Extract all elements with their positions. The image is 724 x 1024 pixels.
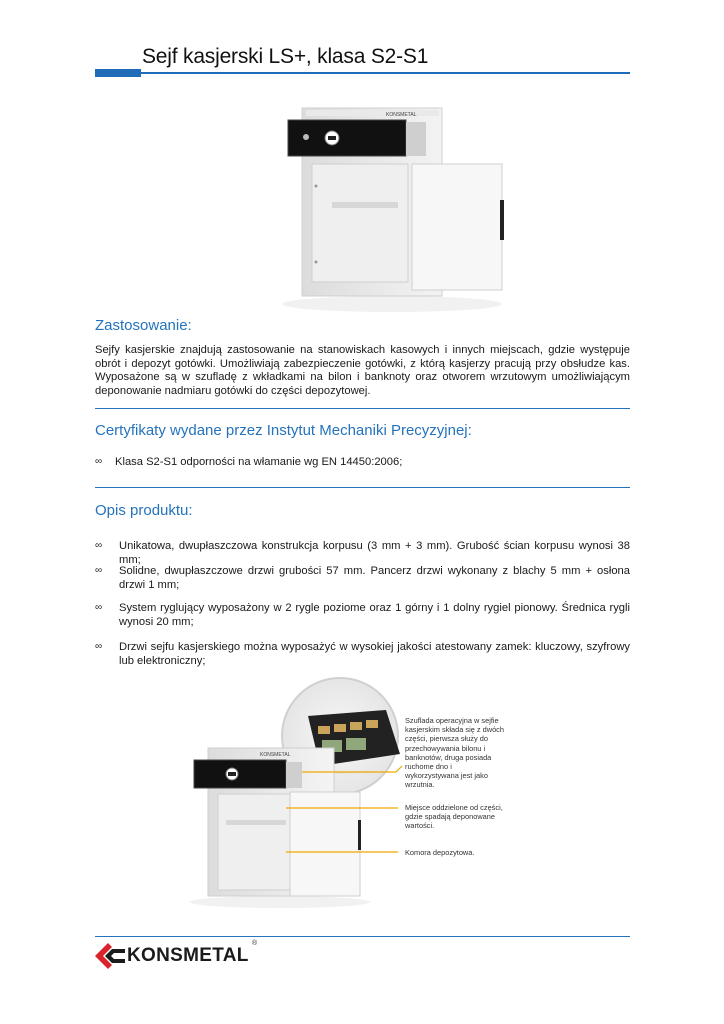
certs-heading: Certyfikaty wydane przez Instytut Mechaniki Precyzyjnej: <box>95 422 472 439</box>
infinity-bullet-icon: ∞ <box>95 602 102 613</box>
callout-drawer: Szuflada operacyjna w sejfie kasjerskim składa się z dwóch części, pierwsza służy do przechowywania bilonu i banknotów, druga posiada ruchome dno i wykorzystywana jest jako wrzutnia. <box>405 716 504 790</box>
safe-badge: KONSMETAL <box>386 112 417 118</box>
section-divider <box>95 487 630 488</box>
page-title: Sejf kasjerski LS+, klasa S2-S1 <box>142 45 429 68</box>
infinity-bullet-icon: ∞ <box>95 456 102 467</box>
title-accent-block <box>95 69 141 77</box>
title-rule <box>95 72 630 74</box>
registered-mark: ® <box>252 940 258 947</box>
safe-product-image <box>282 104 514 316</box>
infinity-bullet-icon: ∞ <box>95 641 102 652</box>
footer-rule <box>95 936 630 937</box>
konsmetal-logo-text: KONSMETAL <box>127 945 249 966</box>
cert-item-text: Klasa S2-S1 odporności na włamanie wg EN 14450:2006; <box>115 456 403 468</box>
usage-heading: Zastosowanie: <box>95 317 192 334</box>
safe-badge: KONSMETAL <box>260 752 291 758</box>
desc-item-text: Unikatowa, dwupłaszczowa konstrukcja korpusu (3 mm + 3 mm). Grubość ścian korpusu wynosi 38 mm; <box>119 540 630 566</box>
usage-text: Sejfy kasjerskie znajdują zastosowanie na stanowiskach kasowych i innych miejscach, gdzie występuje obrót i depozyt gotówki. Umożliwiają zabezpieczenie gotówki, z którą kasjerzy pracują przy obsłudze kas. Wyposażone są w szufladę z wkładkami na bilon i banknoty oraz otworem wrzutowym umożliwiającym deponowanie nadmiaru gotówki do części depozytowej. <box>95 344 630 397</box>
section-divider <box>95 408 630 409</box>
desc-item-text: System ryglujący wyposażony w 2 rygle poziome oraz 1 górny i 1 dolny rygiel pionowy. Średnica rygli wynosi 20 mm; <box>119 602 630 628</box>
desc-item-text: Solidne, dwupłaszczowe drzwi grubości 57 mm. Pancerz drzwi wykonany z blachy 5 mm + osłona drzwi 1 mm; <box>119 565 630 591</box>
desc-item-text: Drzwi sejfu kasjerskiego można wyposażyć w wysokiej jakości atestowany zamek: kluczowy, szyfrowy lub elektroniczny; <box>119 641 630 667</box>
callout-deposit-chamber: Komora depozytowa. <box>405 848 475 857</box>
infinity-bullet-icon: ∞ <box>95 565 102 576</box>
konsmetal-logo-icon <box>95 943 125 969</box>
infinity-bullet-icon: ∞ <box>95 540 102 551</box>
desc-heading: Opis produktu: <box>95 502 193 519</box>
safe-detail-image <box>190 676 510 910</box>
callout-separator: Miejsce oddzielone od części, gdzie spadają deponowane wartości. <box>405 803 503 831</box>
